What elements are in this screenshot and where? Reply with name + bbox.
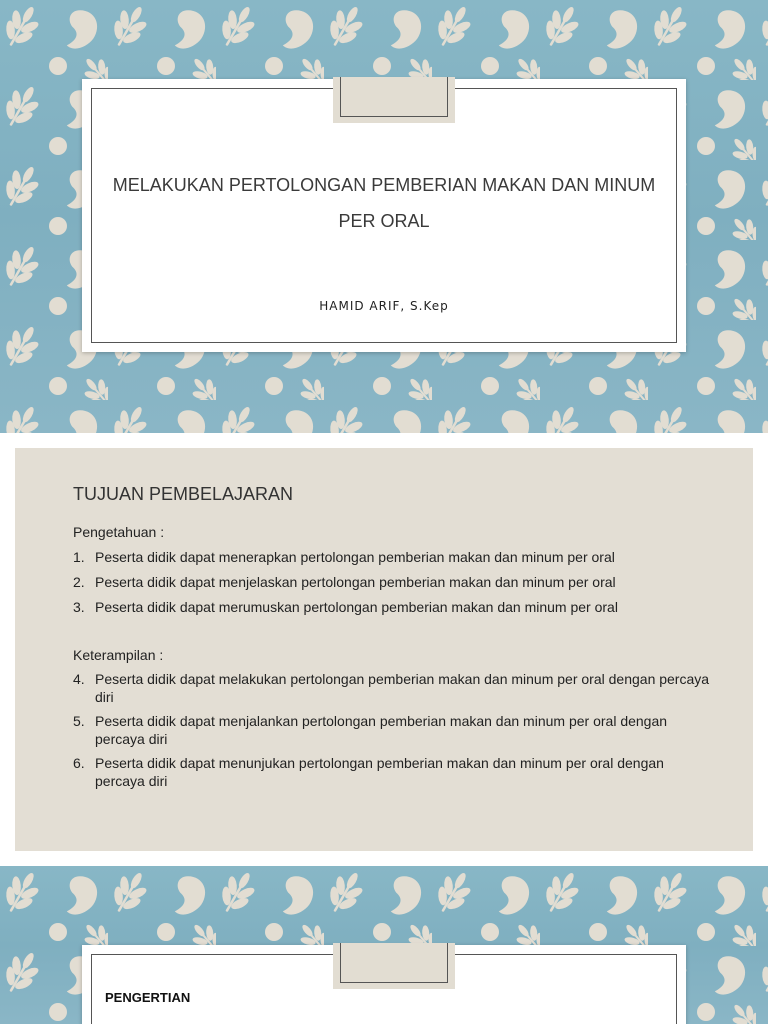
list-item: 1. Peserta didik dapat menerapkan pertolongan pemberian makan dan minum per oral [73,549,615,565]
objectives-heading: TUJUAN PEMBELAJARAN [73,484,294,504]
skills-list [73,670,713,790]
definition-heading: PENGERTIAN [105,990,191,1005]
list-item: 6. Peserta didik dapat menunjukan pertolongan pemberian makan dan minum per oral dengan percaya diri [73,755,664,789]
title-card [82,79,686,352]
objectives-slide [15,448,753,851]
knowledge-label: Pengetahuan : [73,524,165,540]
title-card-border [91,88,677,343]
definition-slide [0,866,768,1024]
author-name: HAMID ARIF, S.Kep [319,299,449,313]
title-slide [0,0,768,433]
list-item: 3. Peserta didik dapat merumuskan pertolongan pemberian makan dan minum per oral [73,599,618,615]
skills-label: Keterampilan : [73,647,164,663]
definition-card [82,945,686,1024]
slide-title: MELAKUKAN PERTOLONGAN PEMBERIAN MAKAN DAN MINUM PER ORAL [112,175,656,231]
card-tab [333,943,455,989]
knowledge-list [73,548,713,616]
list-item: 2. Peserta didik dapat menjelaskan pertolongan pemberian makan dan minum per oral [73,574,616,590]
definition-card-border [91,954,677,1024]
card-tab [333,77,455,123]
list-item: 5. Peserta didik dapat menjalankan pertolongan pemberian makan dan minum per oral dengan percaya diri [73,713,668,747]
list-item: 4. Peserta didik dapat melakukan pertolongan pemberian makan dan minum per oral dengan percaya diri [73,671,710,705]
